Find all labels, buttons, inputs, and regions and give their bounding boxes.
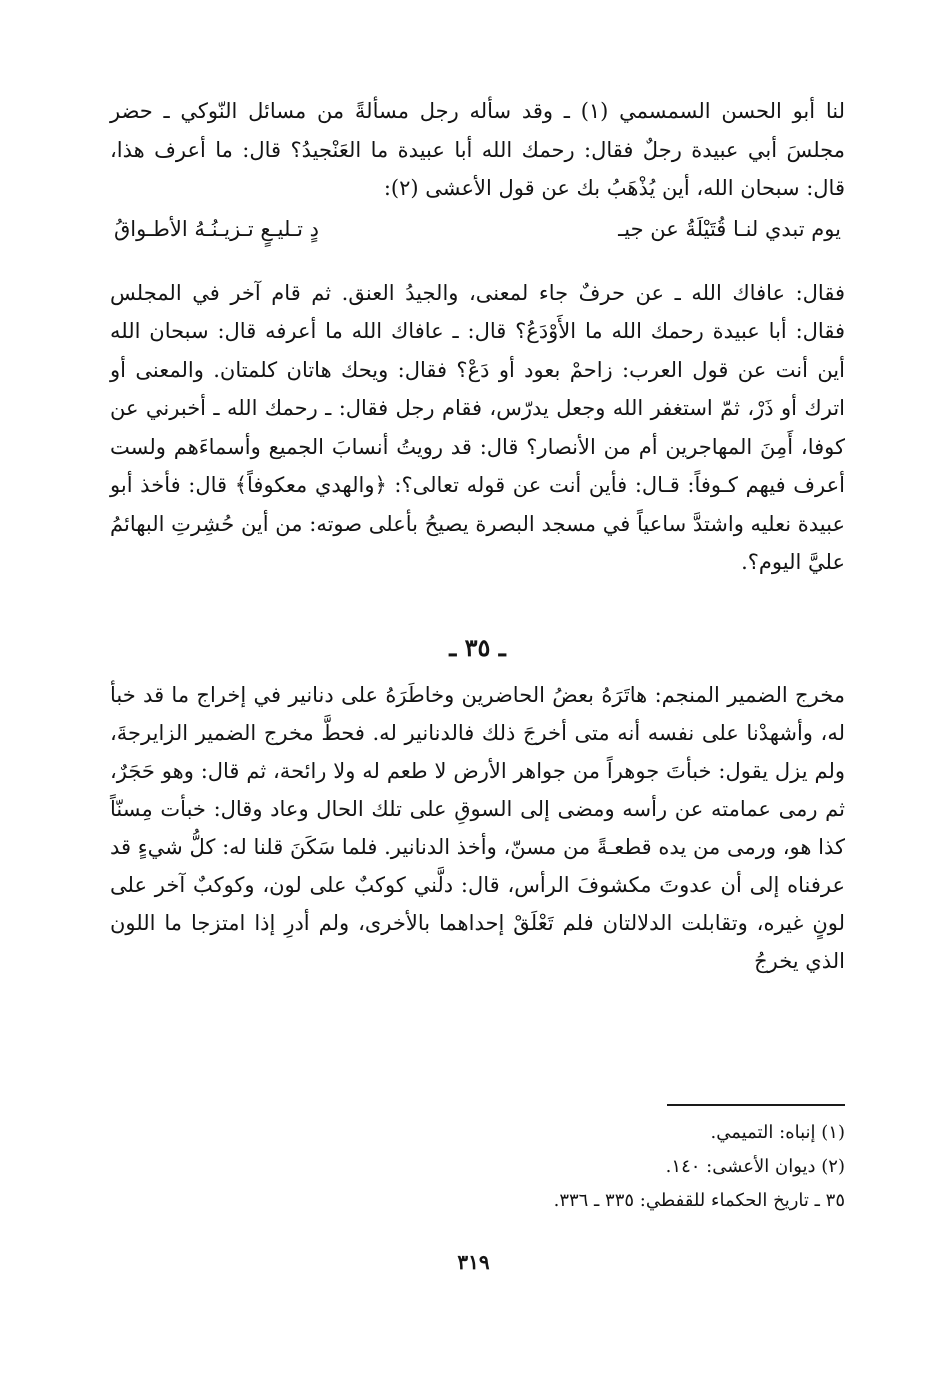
paragraph-1: لنا أبو الحسن السمسمي (١) ـ وقد سأله رجل مسألةً من مسائل النّوكي ـ حضر مجلسَ أبي عبيدة رجلٌ فقال: رحمك الله أبا عبيدة ما العَنْجيدُ؟ قال: ما أعرف هذا، قال: سبحان الله، أين يُذْهَبُ بك عن قول الأعشى (٢): (110, 99, 845, 200)
verse-first-hemistich: يوم تبدي لنـا قُتَيْلَةُ عن جيـ (618, 216, 841, 241)
footnote-3: ٣٥ ـ تاريخ الحكماء للقفطي: ٣٣٥ ـ ٣٣٦. (553, 1190, 845, 1211)
section-paragraph: مخرج الضمير المنجم: هاتَرَهُ بعضُ الحاضرين وخاطَرَهُ على دنانير في إخراج ما قد خبأ له، وأشهدْنا على نفسه أنه متى أخرجَ ذلك فالدنانير له. فحطَّ مخرج الضمير الزايرجةَ، ولم يزل يقول: خبأتَ جوهراً من جواهر الأرض لا طعم له ولا رائحة، ثم قال: وهو حَجَرٌ، ثم رمى عمامته عن رأسه ومضى إلى السوقِ على تلك الحال وعاد وقال: خبأت مِسنّاً كذا هو، ورمى من يده قطعـةً من مسنّ، وأخذ الدنانير. فلما سَكَنَ قلنا له: كلُّ شيءٍ قد عرفناه إلى أن عدوتَ مكشوفَ الرأس، قال: دلَّني كوكبٌ على لون، وكوكبٌ آخر على لونٍ غيره، وتقابلت الدلالتان فلم تَعْلَقْ إحداهما بالأخرى، ولم أدرِ إذا امتزجا ما اللون الذي يخرجُ (110, 682, 845, 973)
verse-second-hemistich: دٍ تـليـعٍ تـزيـنُـهُ الأطـواقُ (114, 216, 319, 241)
footnote-1: (١) إنباه: التميمي. (710, 1122, 845, 1143)
page-number: ٣١٩ (457, 1250, 490, 1274)
section-number: ـ ٣٥ ـ (449, 632, 506, 662)
footnotes (110, 1116, 845, 1218)
paragraph-2: فقال: عافاك الله ـ عن حرفٌ جاء لمعنى، والجيدُ العنق. ثم قام آخر في المجلس فقال: أبا عبيدة رحمك الله ما الأَوْدَعُ؟ قال: ـ عافاك الله ما أعرفه قال: سبحان الله أين أنت عن قول العرب: زاحمْ بعود أو دَعْ؟ فقال: ويحك هاتان كلمتان. والمعنى أو اترك أو ذَرْ، ثمّ استغفر الله وجعل يدرّس، فقام رجل فقال: ـ رحمك الله ـ أخبرني عن كوفا، أَمِنَ المهاجرين أم من الأنصار؟ قال: قد رويتُ أنسابَ الجميع وأسماءَهم ولست أعرف فيهم كـوفاً: قـال: فأين أنت عن قوله تعالى؟: ﴿والهدي معكوفاً﴾ قال: فأخذ أبو عبيدة نعليه واشتدَّ ساعياً في مسجد البصرة يصيحُ بأعلى صوته: من أين حُشِرتِ البهائمُ عليَّ اليوم؟. (110, 280, 846, 574)
footnote-2: (٢) ديوان الأعشى: ١٤٠. (665, 1156, 845, 1177)
poetry-verse (110, 210, 845, 248)
page-body (110, 92, 845, 980)
footnote-divider (667, 1104, 845, 1106)
